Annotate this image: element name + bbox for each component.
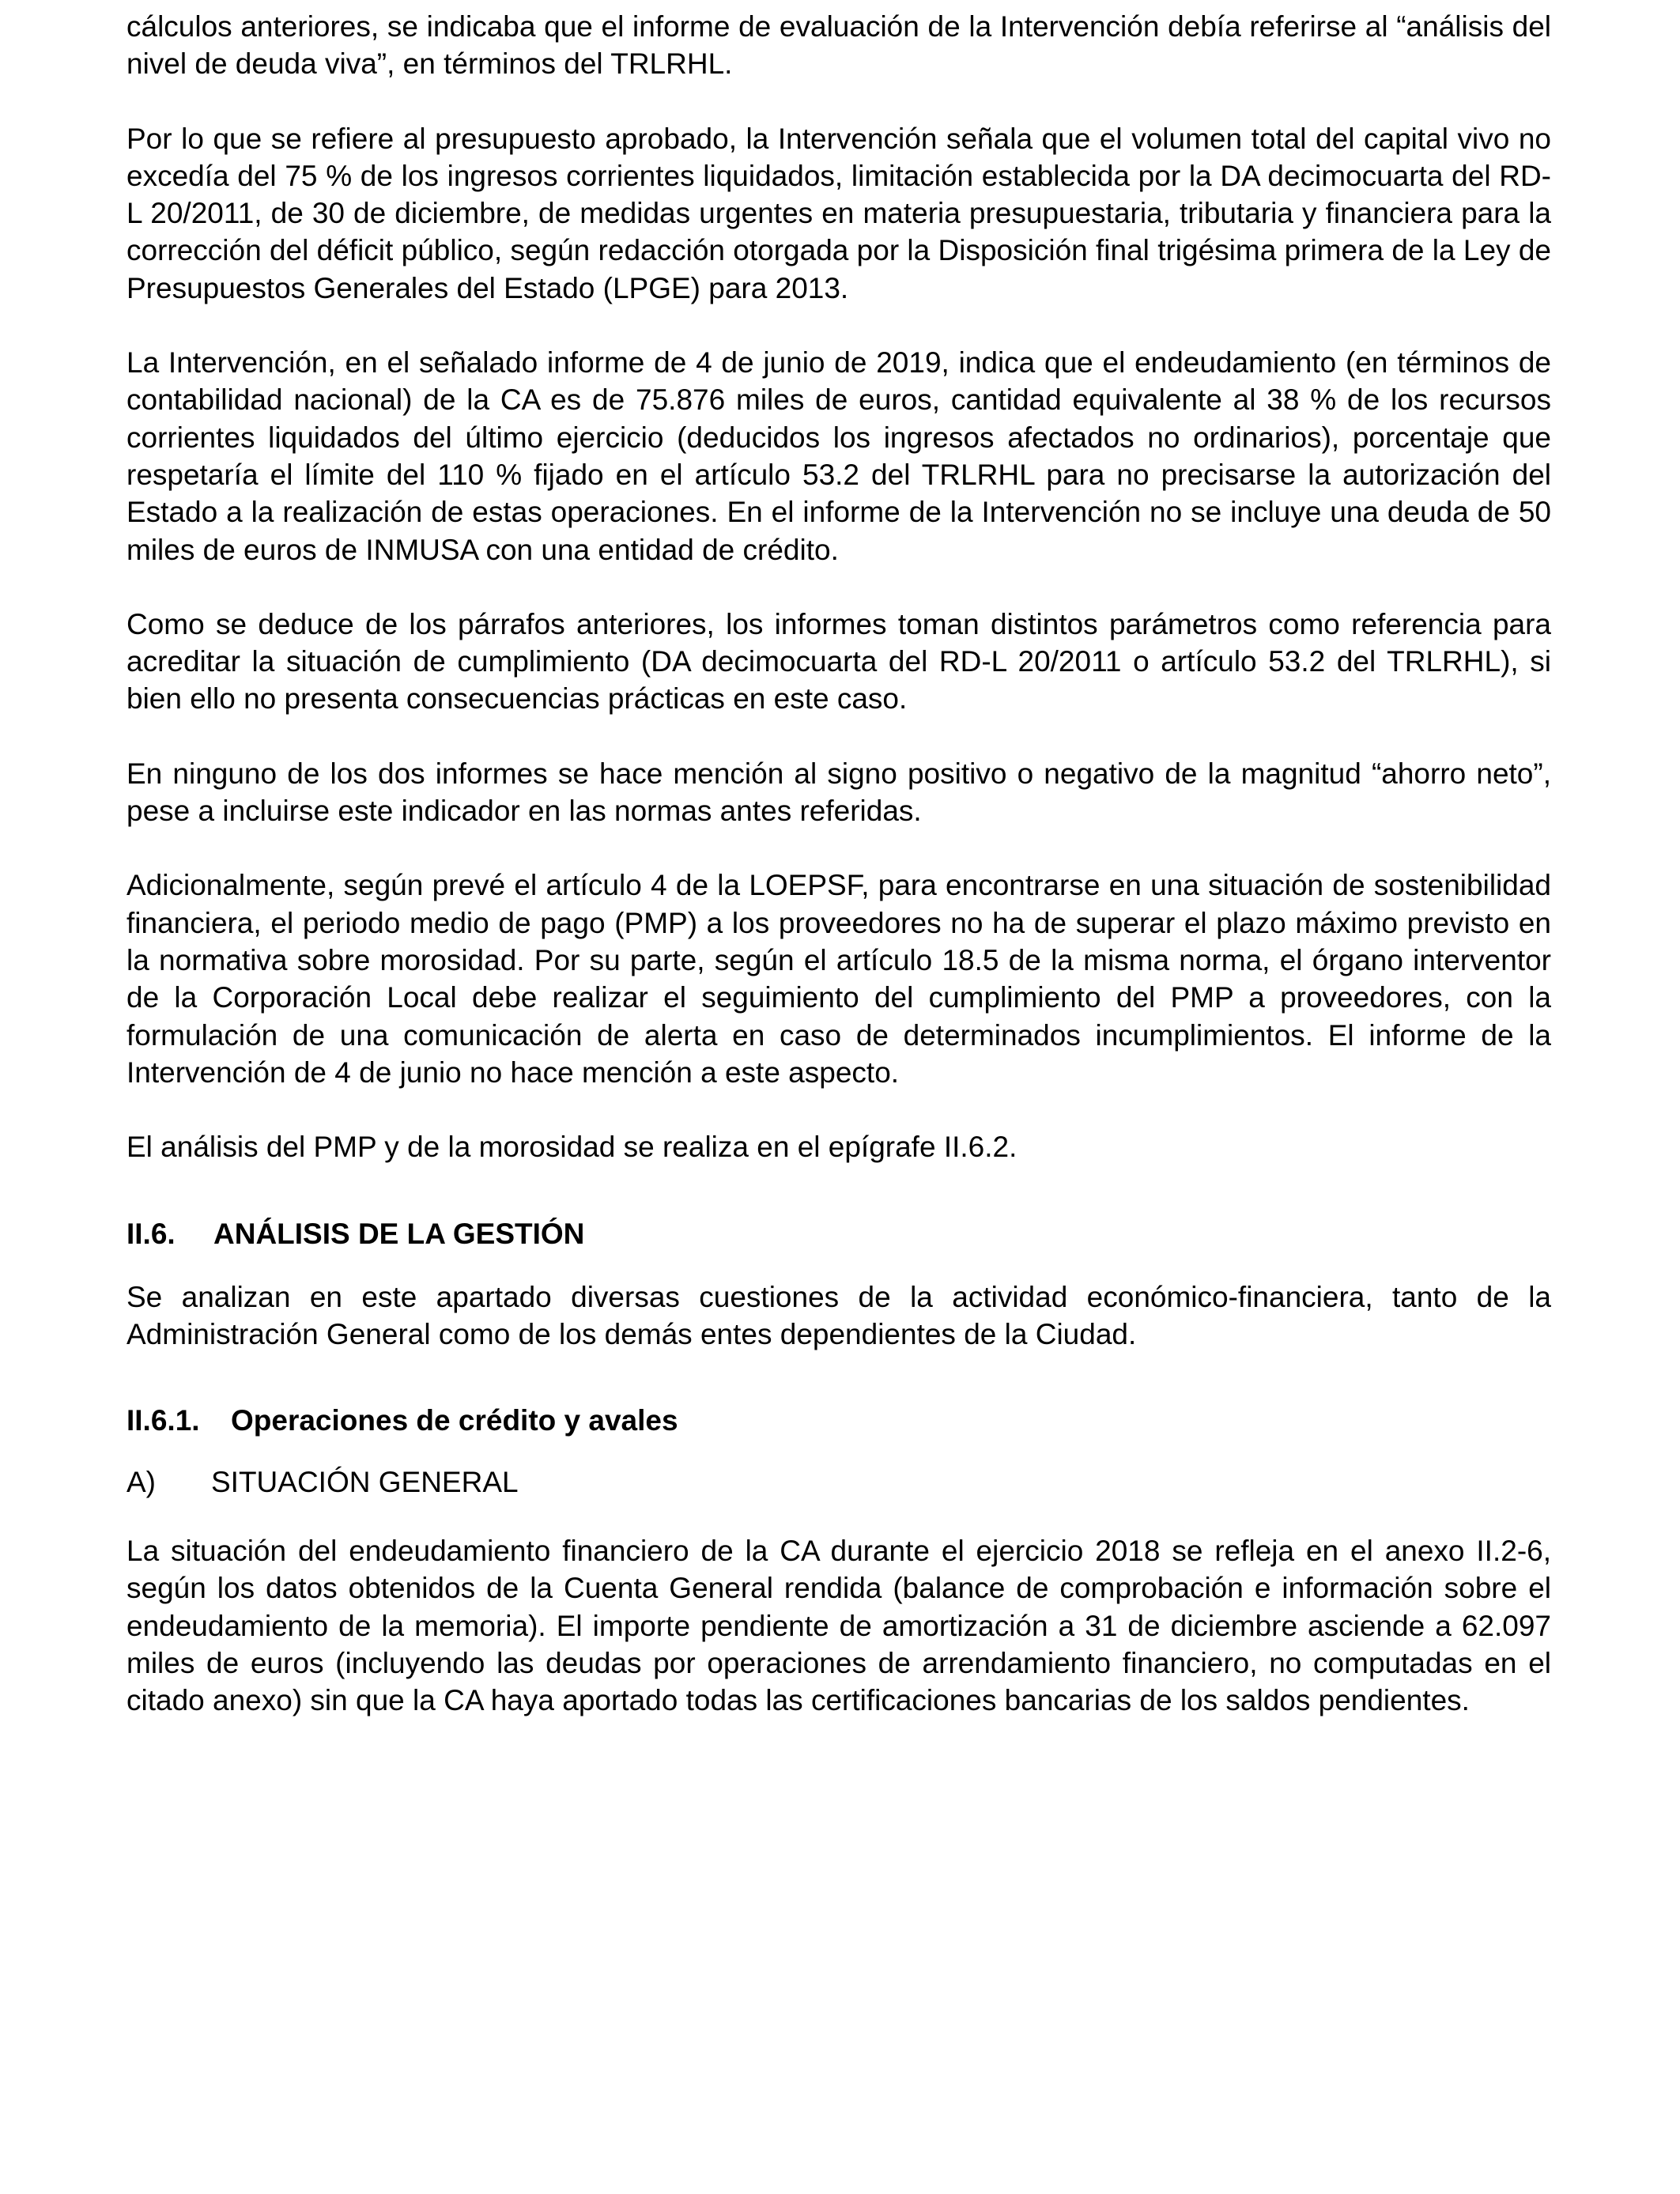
section-number: II.6. — [126, 1218, 176, 1251]
paragraph-pmp-analysis: El análisis del PMP y de la morosidad se realiza en el epígrafe II.6.2. — [126, 1131, 1017, 1164]
paragraph-pmp-loepsf: Adicionalmente, según prevé el artículo 4 de la LOEPSF, para encontrarse en una situación de sostenibilidad financiera, el periodo medio de pago (PMP) a los proveedores no ha de superar el plazo máximo previsto en la normativa sobre morosidad. Por su parte, según el artículo 18.5 de la misma norma, el órgano interventor de la Corporación Local debe realizar el seguimiento del cumplimiento del PMP a proveedores, con la formulación de una comunicación de alerta en caso de determinados incumplimientos. El informe de la Intervención de 4 de junio no hace mención a este aspecto. — [126, 869, 1551, 1089]
subsection-title: Operaciones de crédito y avales — [231, 1404, 678, 1437]
subheading-letter: A) — [126, 1465, 156, 1498]
document-page — [126, 5, 1551, 1719]
paragraph-section-intro: Se analizan en este apartado diversas cuestiones de la actividad económico-financiera, tanto de la Administración General como de los demás entes dependientes de la Ciudad. — [126, 1280, 1551, 1351]
section-title: ANÁLISIS DE LA GESTIÓN — [213, 1218, 585, 1251]
paragraph-approved-budget: Por lo que se refiere al presupuesto aprobado, la Intervención señala que el volumen total del capital vivo no excedía del 75 % de los ingresos corrientes liquidados, limitación establecida por la DA decimocuarta del RD-L 20/2011, de 30 de diciembre, de medidas urgentes en materia presupuestaria, tributaria y financiera para la corrección del déficit público, según redacción otorgada por la Disposición final trigésima primera de la Ley de Presupuestos Generales del Estado (LPGE) para 2013. — [126, 122, 1551, 304]
paragraph-net-savings: En ninguno de los dos informes se hace mención al signo positivo o negativo de la magnitud “ahorro neto”, pese a incluirse este indicador en las normas antes referidas. — [126, 757, 1551, 828]
subsection-heading — [126, 1402, 1551, 1439]
subheading — [126, 1463, 1551, 1501]
section-heading — [126, 1215, 1551, 1252]
paragraph-parameters: Como se deduce de los párrafos anteriores, los informes toman distintos parámetros como referencia para acreditar la situación de cumplimiento (DA decimocuarta del RD-L 20/2011 o artículo 53.2 del TRLRHL), si bien ello no presenta consecuencias prácticas en este caso. — [126, 607, 1551, 716]
paragraph-intervention-report: La Intervención, en el señalado informe de 4 de junio de 2019, indica que el endeudamiento (en términos de contabilidad nacional) de la CA es de 75.876 miles de euros, cantidad equivalente al 38 % de los recursos corrientes liquidados del último ejercicio (deducidos los ingresos afectados no ordinarios), porcentaje que respetaría el límite del 110 % fijado en el artículo 53.2 del TRLRHL para no precisarse la autorización del Estado a la realización de estas operaciones. En el informe de la Intervención no se incluye una deuda de 50 miles de euros de INMUSA con una entidad de crédito. — [126, 346, 1551, 566]
paragraph-debt-situation: La situación del endeudamiento financiero de la CA durante el ejercicio 2018 se refleja en el anexo II.2-6, según los datos obtenidos de la Cuenta General rendida (balance de comprobación e información sobre el endeudamiento de la memoria). El importe pendiente de amortización a 31 de diciembre asciende a 62.097 miles de euros (incluyendo las deudas por operaciones de arrendamiento financiero, no computadas en el citado anexo) sin que la CA haya aportado todas las certificaciones bancarias de los saldos pendientes. — [126, 1534, 1551, 1717]
subheading-title: SITUACIÓN GENERAL — [211, 1465, 519, 1498]
subsection-number: II.6.1. — [126, 1404, 200, 1437]
paragraph-previous-calculations: cálculos anteriores, se indicaba que el informe de evaluación de la Intervención debía referirse al “análisis del nivel de deuda viva”, en términos del TRLRHL. — [126, 10, 1551, 81]
